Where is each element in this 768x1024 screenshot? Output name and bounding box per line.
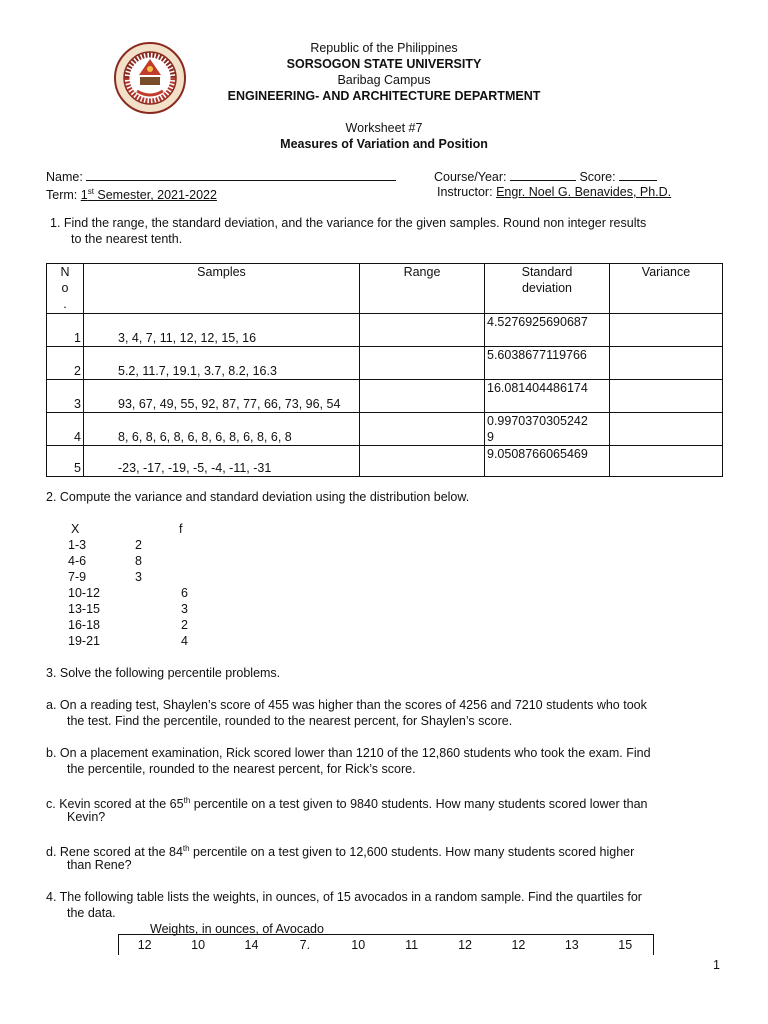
course-label: Course/Year: (434, 170, 507, 184)
course-blank[interactable] (510, 168, 576, 181)
weight-cell: 12 (458, 938, 472, 952)
name-blank[interactable] (86, 168, 396, 181)
avocado-weights-table (118, 937, 652, 953)
col-samples-header: Samples (84, 264, 360, 314)
row-sample: 8, 6, 8, 6, 8, 6, 8, 6, 8, 6, 8, 6, 8 (84, 413, 360, 446)
q3c-pre: c. Kevin scored at the 65 (46, 797, 184, 812)
q3d-line1 (46, 841, 634, 860)
q3d-line2: than Rene? (67, 858, 132, 872)
weight-cell: 10 (351, 938, 366, 952)
row-variance-blank[interactable] (610, 446, 723, 477)
col-no-a: N (60, 265, 70, 279)
q3c-post: percentile on a test given to 9840 students. How many students scored lower than (190, 797, 648, 812)
q3d-pre: d. Rene scored at the 84 (46, 845, 183, 860)
table-row (47, 314, 723, 347)
row-sd-a: 0.9970370305242 (487, 414, 588, 428)
q3b-line1: b. On a placement examination, Rick scored lower than 1210 of the 12,860 students who took the exam. Find (46, 746, 651, 760)
row-variance-blank[interactable] (610, 380, 723, 413)
weight-cell: 11 (405, 938, 419, 952)
q3-text: 3. Solve the following percentile problems. (46, 666, 281, 680)
row-sd (485, 413, 610, 446)
freq-count: 3 (135, 570, 142, 584)
row-sd: 9.0508766065469 (485, 446, 610, 477)
q2-text: 2. Compute the variance and standard deviation using the distribution below. (46, 490, 470, 504)
row-range-blank[interactable] (360, 446, 485, 477)
name-label: Name: (46, 170, 83, 184)
row-sample: 5.2, 11.7, 19.1, 3.7, 8.2, 16.3 (84, 347, 360, 380)
q1-text-line2: to the nearest tenth. (71, 232, 183, 246)
col-no-b: o (61, 281, 69, 295)
freq-class: 4-6 (68, 554, 87, 568)
freq-count: 4 (181, 634, 188, 648)
row-range-blank[interactable] (360, 314, 485, 347)
freq-count: 8 (135, 554, 142, 568)
q3d-sup: th (182, 844, 190, 853)
freq-class: 10-12 (68, 586, 100, 600)
term-number: 1 (80, 188, 88, 203)
row-no: 5 (47, 446, 84, 477)
table-row (47, 380, 723, 413)
row-range-blank[interactable] (360, 380, 485, 413)
weight-cell: 13 (564, 938, 579, 952)
row-no: 2 (47, 347, 84, 380)
row-sd: 16.081404486174 (485, 380, 610, 413)
q3c-line2: Kevin? (67, 810, 106, 824)
weight-cell: 15 (618, 938, 633, 952)
row-range-blank[interactable] (360, 413, 485, 446)
col-range-header: Range (360, 264, 485, 314)
q4-text-line2: the data. (67, 906, 116, 920)
freq-class: 16-18 (68, 618, 100, 632)
row-sample: 93, 67, 49, 55, 92, 87, 77, 66, 73, 96, 54 (84, 380, 360, 413)
freq-count: 2 (181, 618, 188, 632)
row-no: 4 (47, 413, 84, 446)
freq-count: 6 (181, 586, 188, 600)
col-sd-a: Standard (521, 265, 573, 279)
q3a-line2: the test. Find the percentile, rounded to the nearest percent, for Shaylen’s score. (67, 714, 513, 728)
term-rest: Semester, 2021-2022 (93, 188, 217, 203)
freq-count: 2 (135, 538, 142, 552)
table-row (118, 937, 652, 953)
freq-x-header: X (71, 522, 80, 536)
freq-class: 13-15 (68, 602, 100, 616)
q3a-line1: a. On a reading test, Shaylen’s score of 455 was higher than the scores of 4256 and 7210 students who took (46, 698, 647, 712)
q3b-line2: the percentile, rounded to the nearest percent, for Rick’s score. (67, 762, 416, 776)
term-suffix: st (87, 187, 94, 196)
q1-table (46, 263, 723, 477)
q1-header-row (47, 264, 723, 314)
term-value (81, 188, 217, 202)
freq-f-header: f (179, 522, 183, 536)
q3d-post: percentile on a test given to 12,600 students. How many students scored higher (189, 845, 635, 860)
instructor-row (437, 184, 671, 200)
row-sd: 4.5276925690687 (485, 314, 610, 347)
row-sd: 5.6038677119766 (485, 347, 610, 380)
freq-class: 19-21 (68, 634, 100, 648)
table-row (47, 413, 723, 446)
name-row (46, 168, 396, 185)
col-no-header (47, 264, 84, 314)
header-university: SORSOGON STATE UNIVERSITY (286, 57, 482, 71)
weight-cell: 7. (299, 938, 311, 952)
weight-cell: 14 (244, 938, 259, 952)
q4-text-line1: 4. The following table lists the weights, in ounces, of 15 avocados in a random sample. Find the quartiles for (46, 890, 642, 904)
term-label: Term: (46, 188, 78, 203)
col-no-c: . (63, 297, 67, 311)
term-row (46, 184, 217, 203)
col-sd-b: deviation (521, 281, 573, 295)
weight-cell: 12 (137, 938, 152, 952)
worksheet-number: Worksheet #7 (345, 121, 423, 135)
table-row (47, 446, 723, 477)
header-department: ENGINEERING- AND ARCHITECTURE DEPARTMENT (227, 89, 541, 103)
header-campus: Baribag Campus (337, 73, 431, 87)
row-sd-b: 9 (487, 430, 494, 444)
freq-class: 7-9 (68, 570, 87, 584)
col-sd-header (485, 264, 610, 314)
page-number: 1 (713, 958, 720, 972)
q1-text-line1: 1. Find the range, the standard deviation, and the variance for the given samples. Round non integer results (50, 216, 647, 230)
weight-cell: 12 (511, 938, 526, 952)
q4-table-title: Weights, in ounces, of Avocado (150, 922, 324, 936)
weight-cell: 10 (191, 938, 206, 952)
row-variance-blank[interactable] (610, 413, 723, 446)
row-sample: -23, -17, -19, -5, -4, -11, -31 (84, 446, 360, 477)
freq-class: 1-3 (68, 538, 87, 552)
q3c-line1 (46, 793, 647, 812)
score-blank[interactable] (619, 168, 657, 181)
row-no: 3 (47, 380, 84, 413)
row-variance-blank[interactable] (610, 347, 723, 380)
course-score-row (434, 168, 657, 185)
header-republic: Republic of the Philippines (310, 41, 458, 55)
row-range-blank[interactable] (360, 347, 485, 380)
score-label: Score: (579, 170, 616, 184)
col-variance-header: Variance (610, 264, 723, 314)
q3c-sup: th (183, 796, 191, 805)
freq-count: 3 (181, 602, 188, 616)
table-row (47, 347, 723, 380)
row-variance-blank[interactable] (610, 314, 723, 347)
worksheet-title: Measures of Variation and Position (280, 137, 488, 151)
row-sample: 3, 4, 7, 11, 12, 12, 15, 16 (84, 314, 360, 347)
instructor-name: Engr. Noel G. Benavides, Ph.D. (496, 185, 672, 199)
row-no: 1 (47, 314, 84, 347)
instructor-label: Instructor: (437, 185, 493, 199)
